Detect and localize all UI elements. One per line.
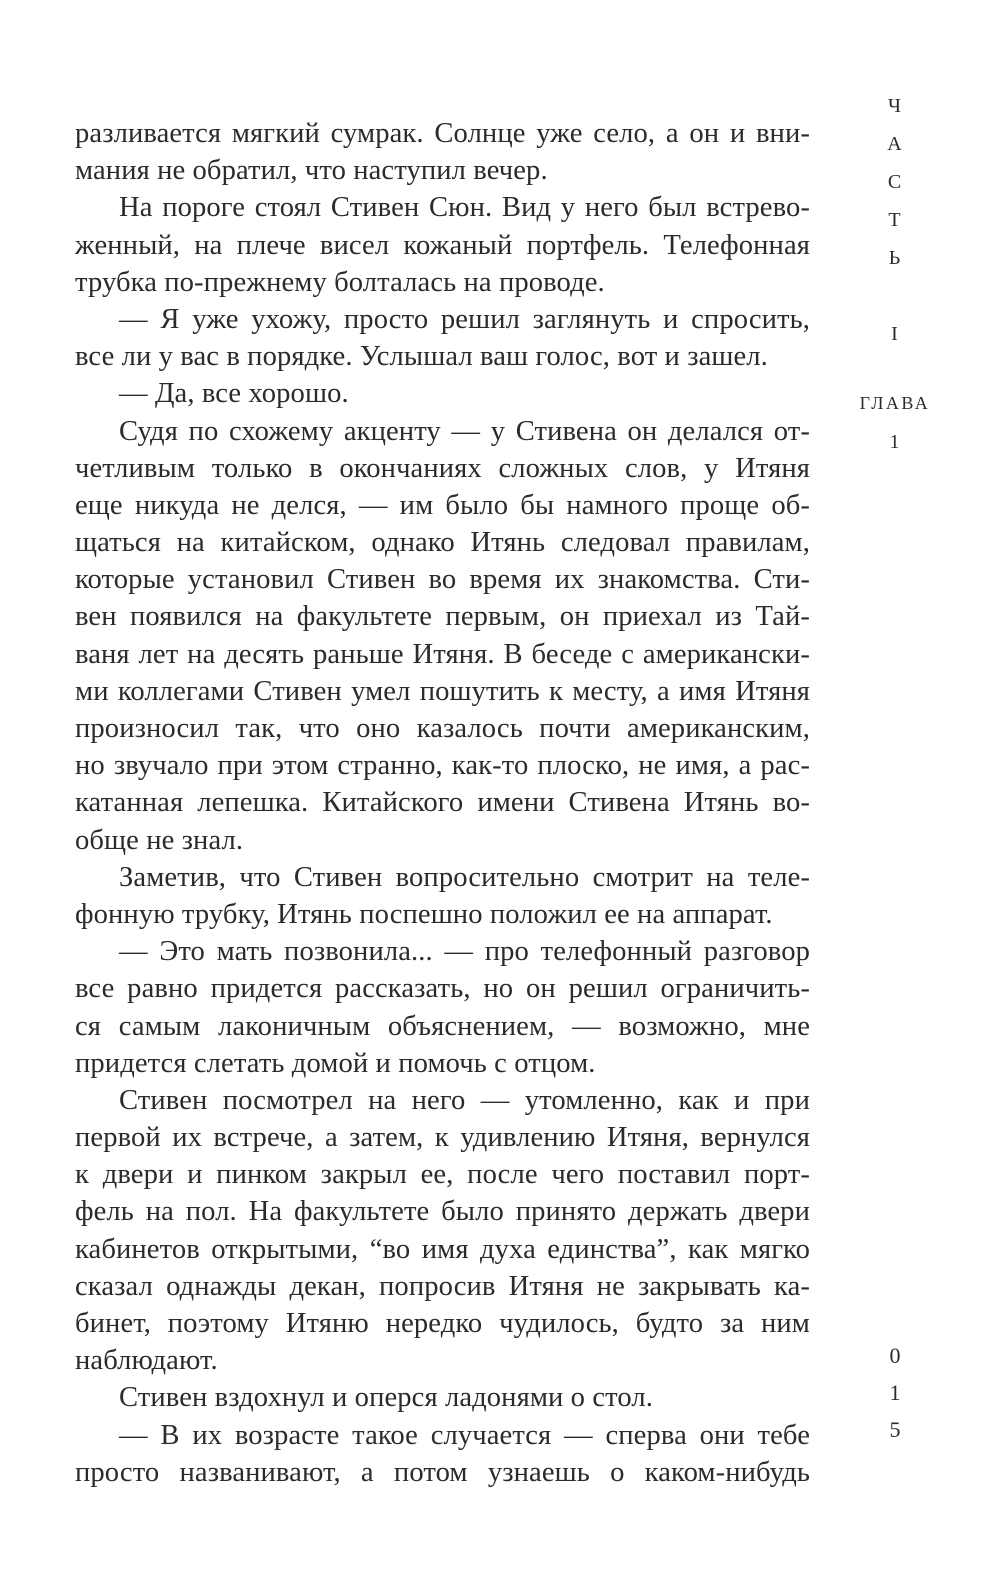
body-text [75, 115, 810, 1491]
page-number-digit: 1 [889, 1380, 901, 1405]
text-line: фель на пол. На факультете было принято держать двери [75, 1196, 810, 1228]
text-line: вен появился на факультете первым, он приехал из Тай- [75, 601, 810, 633]
text-line: произносил так, что оно казалось почти американским, [75, 713, 810, 744]
text-line: наблюдают. [75, 1345, 218, 1377]
text-line: просто названивают, а потом узнаешь о каком-нибудь [75, 1456, 810, 1488]
text-line: Стивен посмотрел на него — утомленно, как и при [119, 1084, 810, 1116]
text-line: катанная лепешка. Китайского имени Стивена Итянь во- [75, 787, 810, 819]
text-line: к двери и пинком закрыл ее, после чего поставил порт- [75, 1159, 810, 1191]
text-line: фонную трубку, Итянь поспешно положил ее на аппарат. [75, 898, 773, 930]
text-line: щаться на китайском, однако Итянь следовал правилам, [75, 527, 810, 559]
text-line: первой их встрече, а затем, к удивлению Итяня, вернулся [75, 1122, 810, 1154]
text-line: обще не знал. [75, 824, 244, 856]
text-line: четливым только в окончаниях сложных слов, у Итяня [75, 452, 810, 484]
text-line: но звучало при этом странно, как-то плоско, не имя, а рас- [75, 750, 810, 782]
text-line: — Я уже ухожу, просто решил заглянуть и спросить, [119, 303, 810, 335]
text-line: трубка по-прежнему болталась на проводе. [75, 266, 605, 298]
chapter-label: ГЛАВА [859, 393, 931, 413]
part-letter: Ь [888, 247, 902, 269]
text-line: — В их возрасте такое случается — сперва они тебе [119, 1419, 810, 1451]
text-line: все равно придется рассказать, но он решил ограничить- [75, 973, 810, 1005]
text-line: — Да, все хорошо. [119, 378, 349, 410]
text-line: бинет, поэтому Итяню нередко чудилось, будто за ним [75, 1308, 810, 1339]
text-line: Судя по схожему акценту — у Стивена он делался от- [119, 415, 810, 447]
page-number-digit: 5 [889, 1417, 901, 1442]
part-letter: А [887, 133, 903, 155]
text-line: Стивен вздохнул и оперся ладонями о стол. [119, 1382, 653, 1414]
text-line: разливается мягкий сумрак. Солнце уже село, а он и вни- [75, 118, 810, 149]
text-line: ся самым лаконичным объяснением, — возможно, мне [75, 1010, 810, 1042]
part-number: I [891, 323, 899, 345]
part-letter: Т [888, 209, 902, 231]
text-line: — Это мать позвонила... — про телефонный разговор [119, 936, 810, 968]
text-line: которые установил Стивен во время их знакомства. Сти- [75, 564, 810, 596]
text-line: еще никуда не делся, — им было бы намного проще об- [75, 489, 810, 521]
part-letter: Ч [888, 95, 902, 117]
paragraph-block [75, 115, 810, 1491]
text-line: все ли у вас в порядке. Услышал ваш голос, вот и зашел. [75, 341, 768, 373]
page-number-digit: 0 [889, 1343, 901, 1368]
part-letter: С [887, 171, 903, 193]
chapter-number: 1 [889, 431, 901, 453]
text-line: На пороге стоял Стивен Сюн. Вид у него был встрево- [119, 192, 810, 224]
text-line: Заметив, что Стивен вопросительно смотрит на теле- [119, 861, 810, 893]
text-line: женный, на плече висел кожаный портфель. Телефонная [75, 229, 810, 261]
text-line: придется слетать домой и помочь с отцом. [75, 1047, 596, 1079]
text-line: мания не обратил, что наступил вечер. [75, 155, 548, 187]
text-line: сказал однажды декан, попросив Итяня не закрывать ка- [75, 1270, 810, 1302]
text-line: кабинетов открытыми, “во имя духа единства”, как мягко [75, 1233, 810, 1265]
text-line: ми коллегами Стивен умел пошутить к месту, а имя Итяня [75, 675, 810, 707]
text-line: ваня лет на десять раньше Итяня. В беседе с американски- [75, 638, 810, 670]
